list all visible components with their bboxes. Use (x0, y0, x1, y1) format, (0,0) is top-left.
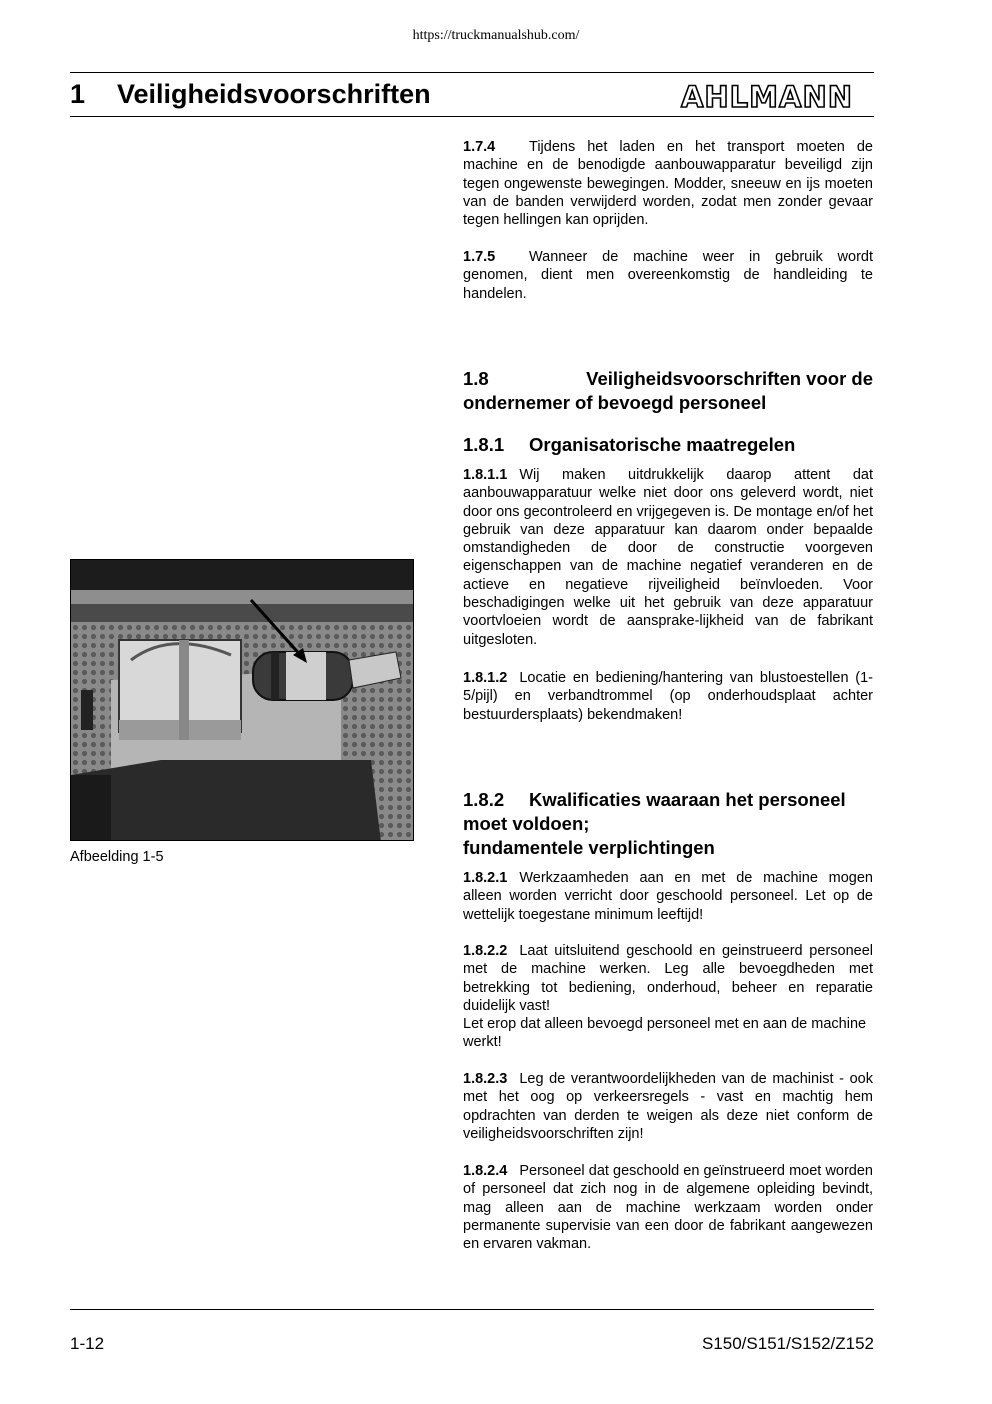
para-number: 1.8.2.2 (463, 943, 508, 959)
paragraph-1-8-1-2 (463, 669, 873, 724)
paragraph-1-8-1-1 (463, 466, 873, 649)
para-text: Wanneer de machine weer in gebruik wordt genomen, dient men overeenkomstig de handleiding te handelen. (463, 249, 873, 302)
figure-caption: Afbeelding 1-5 (70, 849, 164, 865)
chapter-number: 1 (70, 79, 86, 109)
source-url: https://truckmanualshub.com/ (412, 28, 580, 43)
model-list: S150/S151/S152/Z152 (701, 1334, 874, 1353)
figure-photo (70, 559, 414, 841)
paragraph-1-8-2-4 (463, 1162, 873, 1253)
paragraph-1-8-2-3 (463, 1070, 873, 1143)
heading-line-1: Kwalificaties waaraan het personeel (529, 789, 846, 810)
para-text: Tijdens het laden en het transport moeten de machine en de benodigde aanbouwapparatur beveiligd zijn tegen ongewenste bewegingen. Modder, sneeuw en ijs moeten van de banden verwijderd worden, zodat men zonder gevaar tegen hellingen kan oprijden. (463, 139, 873, 229)
header-top-rule (70, 72, 874, 73)
heading-number: 1.8 (463, 368, 489, 389)
para-number: 1.7.5 (463, 249, 496, 265)
paragraph-1-8-2-2 (463, 942, 873, 1052)
heading-number: 1.8.2 (463, 789, 505, 810)
para-text: Locatie en bediening/hantering van blustoestellen (1-5/pijl) en verbandtrommel (op onderhoudsplaat achter bestuurdersplaats) bekendmaken! (463, 670, 873, 723)
para-number: 1.8.1.2 (463, 670, 508, 686)
para-number: 1.7.4 (463, 139, 496, 155)
heading-line-2: moet voldoen; (463, 813, 590, 834)
para-text-2: Let erop dat alleen bevoegd personeel met en aan de machine werkt! (463, 1016, 867, 1051)
chapter-title-text: Veiligheidsvoorschriften (117, 79, 431, 109)
heading-line-3: fundamentele verplichtingen (463, 837, 715, 858)
heading-1-8 (463, 367, 873, 415)
para-text: Laat uitsluitend geschoold en geinstrueerd personeel met de machine werken. Leg alle bevoegdheden met betrekking tot bediening, onderhoud, beheer en reparatie duidelijk vast! (463, 943, 873, 1014)
para-number: 1.8.2.3 (463, 1071, 508, 1087)
para-text: Wij maken uitdrukkelijk daarop attent dat aanbouwapparatuur welke niet door ons geleverd wordt, niet door ons gecontroleerd en vrijgegeven is. De montage en/of het gebruik van deze apparatuur kan daarom onder bepaalde omstandigheden de door de constructie voorgeven eigenschappen van de machine negatief veranderen en de actieve en negatieve rijveiligheid beïnvloeden. Voor beschadigingen welke uit het gebruik van deze apparatuur voortvloeien wordt de aansprake-lijkheid van de fabrikant uitgesloten. (463, 467, 873, 648)
heading-1-8-2 (463, 788, 873, 860)
para-text: Leg de verantwoordelijkheden van de machinist - ook met het oog op verkeersregels - vast en machtig hem opdrachten van derden te weigen als deze niet conform de veiligheidsvoorschriften zijn! (463, 1071, 873, 1142)
page-number: 1-12 (70, 1334, 105, 1353)
logo-text: AHLMANN (680, 80, 854, 114)
footer-rule (70, 1309, 874, 1310)
paragraph-1-8-2-1 (463, 869, 873, 924)
para-number: 1.8.1.1 (463, 467, 508, 483)
heading-number: 1.8.1 (463, 434, 505, 455)
heading-1-8-1 (463, 433, 873, 457)
header-bottom-rule (70, 116, 874, 117)
photo-fire-extinguisher-icon (71, 560, 414, 841)
paragraph-1-7-5 (463, 248, 873, 303)
para-number: 1.8.2.1 (463, 870, 508, 886)
paragraph-1-7-4 (463, 138, 873, 229)
para-text: Werkzaamheden aan en met de machine mogen alleen worden verricht door geschoold personeel. Let op de wettelijk toegestane minimum leeftijd! (463, 870, 873, 923)
chapter-title (70, 79, 431, 110)
para-text: Personeel dat geschoold en geïnstrueerd moet worden of personeel dat zich nog in de algemene opleiding bevindt, mag alleen aan de machine werkzaam worden onder permanente supervisie van een door de fabrikant aangewezen en ervaren vakman. (463, 1163, 873, 1253)
heading-line-1: Veiligheidsvoorschriften voor de (586, 368, 873, 389)
heading-title: Organisatorische maatregelen (529, 434, 796, 455)
ahlmann-logo (660, 80, 874, 114)
heading-line-2: ondernemer of bevoegd personeel (463, 392, 767, 413)
para-number: 1.8.2.4 (463, 1163, 508, 1179)
